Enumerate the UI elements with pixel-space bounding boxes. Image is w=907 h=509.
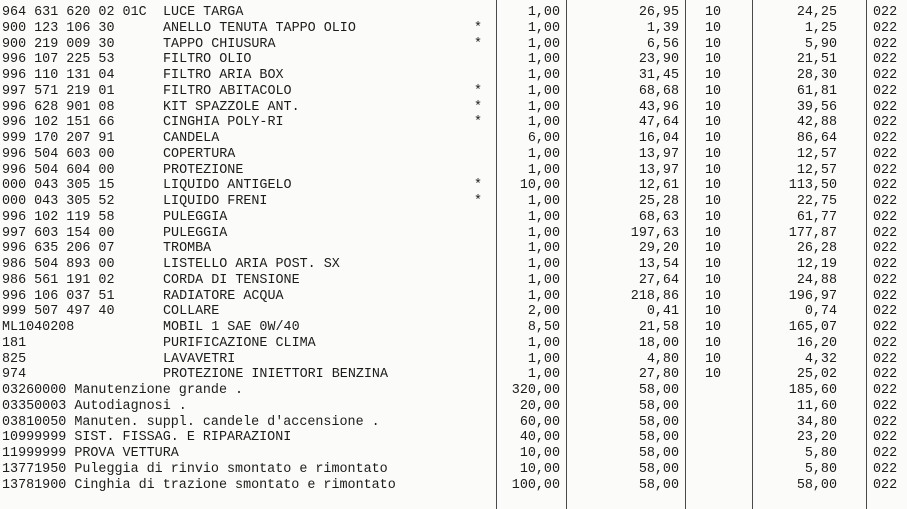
item-code: 974	[2, 367, 27, 383]
item-code: 000 043 305 15	[2, 178, 115, 194]
item-description: TAPPO CHIUSURA	[163, 36, 276, 52]
item-discount: 10	[705, 241, 722, 257]
item-unit-price: 68,63	[638, 209, 679, 225]
item-quantity: 1,00	[527, 146, 560, 162]
item-quantity: 40,00	[519, 430, 560, 446]
item-code: 986 561 191 02	[2, 272, 115, 288]
item-vat-code: 022	[873, 178, 898, 194]
item-description: FILTRO ARIA BOX	[163, 68, 284, 83]
table-row	[0, 336, 907, 352]
item-description: ANELLO TENUTA TAPPO OLIO	[163, 20, 356, 36]
item-discount: 10	[705, 162, 722, 178]
item-total: 16,20	[796, 335, 837, 351]
item-code: 986 504 893 00	[2, 257, 115, 272]
item-description: 10999999 SIST. FISSAG. E RIPARAZIONI	[2, 430, 292, 446]
item-discount: 10	[705, 131, 722, 146]
item-quantity: 1,00	[527, 5, 560, 20]
table-row	[0, 131, 907, 147]
item-unit-price: 58,00	[638, 461, 679, 477]
item-unit-price: 23,90	[638, 52, 679, 68]
item-vat-code: 022	[873, 351, 898, 367]
item-quantity: 1,00	[527, 162, 560, 178]
item-quantity: 1,00	[527, 83, 560, 99]
item-unit-price: 26,95	[638, 5, 679, 20]
table-row	[0, 226, 907, 242]
item-total: 196,97	[788, 288, 837, 304]
item-total: 61,77	[796, 209, 837, 225]
item-quantity: 10,00	[519, 178, 560, 194]
item-total: 5,80	[804, 461, 837, 477]
item-description: LAVAVETRI	[163, 351, 236, 367]
item-vat-code: 022	[873, 209, 898, 225]
item-total: 42,88	[796, 115, 837, 131]
item-description: PULEGGIA	[163, 209, 228, 225]
item-discount: 10	[705, 335, 722, 351]
item-description: CORDA DI TENSIONE	[163, 272, 300, 288]
item-vat-code: 022	[873, 115, 898, 131]
item-unit-price: 0,41	[646, 304, 679, 320]
item-unit-price: 16,04	[638, 131, 679, 146]
item-description: MOBIL 1 SAE 0W/40	[163, 320, 300, 335]
item-vat-code: 022	[873, 477, 898, 493]
item-quantity: 1,00	[527, 225, 560, 241]
item-code: 996 102 151 66	[2, 115, 115, 131]
table-row	[0, 462, 907, 478]
item-discount: 10	[705, 272, 722, 288]
item-total: 39,56	[796, 99, 837, 115]
item-code: 999 170 207 91	[2, 131, 115, 146]
item-unit-price: 218,86	[630, 288, 679, 304]
item-unit-price: 6,56	[646, 36, 679, 52]
item-unit-price: 31,45	[638, 68, 679, 83]
item-description: 13781900 Cinghia di trazione smontato e rimontato	[2, 477, 396, 493]
item-description: PULEGGIA	[163, 225, 228, 241]
item-total: 177,87	[788, 225, 837, 241]
item-total: 58,00	[796, 477, 837, 493]
item-total: 0,74	[804, 304, 837, 320]
item-vat-code: 022	[873, 68, 898, 83]
item-discount: 10	[705, 36, 722, 52]
item-quantity: 1,00	[527, 272, 560, 288]
item-description: 13771950 Puleggia di rinvio smontato e rimontato	[2, 461, 388, 477]
item-total: 1,25	[804, 20, 837, 36]
item-discount: 10	[705, 304, 722, 320]
table-row	[0, 320, 907, 336]
item-vat-code: 022	[873, 241, 898, 257]
table-row	[0, 5, 907, 21]
item-description: PROTEZIONE INIETTORI BENZINA	[163, 367, 388, 383]
item-code: 000 043 305 52	[2, 194, 115, 209]
item-discount: 10	[705, 351, 722, 367]
item-unit-price: 12,61	[638, 178, 679, 194]
item-total: 5,90	[804, 36, 837, 52]
item-total: 61,81	[796, 83, 837, 99]
item-quantity: 20,00	[519, 398, 560, 414]
table-row	[0, 68, 907, 84]
item-vat-code: 022	[873, 257, 898, 272]
item-unit-price: 1,39	[646, 20, 679, 36]
item-description: PROTEZIONE	[163, 162, 244, 178]
table-row	[0, 257, 907, 273]
item-quantity: 1,00	[527, 288, 560, 304]
item-vat-code: 022	[873, 36, 898, 52]
item-total: 23,20	[796, 430, 837, 446]
item-discount: 10	[705, 209, 722, 225]
item-vat-code: 022	[873, 414, 898, 430]
item-code: 996 110 131 04	[2, 68, 115, 83]
item-vat-code: 022	[873, 304, 898, 320]
item-unit-price: 13,97	[638, 162, 679, 178]
item-description: LUCE TARGA	[163, 5, 244, 20]
item-description: 03810050 Manuten. suppl. candele d'accensione .	[2, 414, 380, 430]
item-flag: *	[474, 115, 483, 131]
table-row	[0, 52, 907, 68]
item-unit-price: 197,63	[630, 225, 679, 241]
item-description: COLLARE	[163, 304, 220, 320]
table-row	[0, 194, 907, 210]
item-total: 12,57	[796, 162, 837, 178]
item-description: CINGHIA POLY-RI	[163, 115, 284, 131]
item-vat-code: 022	[873, 162, 898, 178]
table-row	[0, 430, 907, 446]
item-quantity: 1,00	[527, 335, 560, 351]
item-vat-code: 022	[873, 272, 898, 288]
item-description: LISTELLO ARIA POST. SX	[163, 257, 340, 272]
item-discount: 10	[705, 83, 722, 99]
item-quantity: 320,00	[511, 383, 560, 398]
item-vat-code: 022	[873, 320, 898, 335]
item-discount: 10	[705, 5, 722, 20]
table-row	[0, 352, 907, 368]
item-discount: 10	[705, 115, 722, 131]
item-total: 24,25	[796, 5, 837, 20]
item-quantity: 6,00	[527, 131, 560, 146]
item-vat-code: 022	[873, 194, 898, 209]
item-unit-price: 29,20	[638, 241, 679, 257]
item-quantity: 1,00	[527, 194, 560, 209]
item-description: KIT SPAZZOLE ANT.	[163, 99, 300, 115]
item-code: 996 504 604 00	[2, 162, 115, 178]
item-description: 11999999 PROVA VETTURA	[2, 446, 179, 461]
item-total: 113,50	[788, 178, 837, 194]
item-vat-code: 022	[873, 52, 898, 68]
item-flag: *	[474, 36, 483, 52]
item-code: 996 107 225 53	[2, 52, 115, 68]
item-discount: 10	[705, 99, 722, 115]
item-unit-price: 21,58	[638, 320, 679, 335]
item-vat-code: 022	[873, 146, 898, 162]
item-discount: 10	[705, 178, 722, 194]
item-flag: *	[474, 83, 483, 99]
item-unit-price: 25,28	[638, 194, 679, 209]
item-unit-price: 27,80	[638, 367, 679, 383]
item-vat-code: 022	[873, 225, 898, 241]
table-row	[0, 446, 907, 462]
item-vat-code: 022	[873, 131, 898, 146]
item-total: 25,02	[796, 367, 837, 383]
item-code: 996 102 119 58	[2, 209, 115, 225]
item-quantity: 1,00	[527, 257, 560, 272]
table-row	[0, 115, 907, 131]
table-row	[0, 100, 907, 116]
item-vat-code: 022	[873, 20, 898, 36]
item-code: 997 603 154 00	[2, 225, 115, 241]
item-discount: 10	[705, 320, 722, 335]
item-description: PURIFICAZIONE CLIMA	[163, 335, 316, 351]
table-row	[0, 415, 907, 431]
item-code: 996 106 037 51	[2, 288, 115, 304]
item-vat-code: 022	[873, 383, 898, 398]
item-total: 26,28	[796, 241, 837, 257]
item-unit-price: 18,00	[638, 335, 679, 351]
item-unit-price: 58,00	[638, 430, 679, 446]
table-row	[0, 304, 907, 320]
table-row	[0, 399, 907, 415]
table-row	[0, 210, 907, 226]
item-discount: 10	[705, 288, 722, 304]
item-flag: *	[474, 178, 483, 194]
item-description: CANDELA	[163, 131, 220, 146]
table-row	[0, 147, 907, 163]
item-total: 28,30	[796, 68, 837, 83]
item-quantity: 2,00	[527, 304, 560, 320]
item-discount: 10	[705, 257, 722, 272]
item-discount: 10	[705, 52, 722, 68]
item-code: 825	[2, 351, 27, 367]
item-total: 11,60	[796, 398, 837, 414]
item-quantity: 10,00	[519, 446, 560, 461]
item-discount: 10	[705, 194, 722, 209]
item-quantity: 1,00	[527, 209, 560, 225]
item-quantity: 60,00	[519, 414, 560, 430]
item-unit-price: 58,00	[638, 414, 679, 430]
item-vat-code: 022	[873, 446, 898, 461]
item-quantity: 1,00	[527, 52, 560, 68]
item-unit-price: 13,97	[638, 146, 679, 162]
item-code: 997 571 219 01	[2, 83, 115, 99]
item-total: 12,57	[796, 146, 837, 162]
item-vat-code: 022	[873, 461, 898, 477]
item-quantity: 1,00	[527, 68, 560, 83]
item-description: LIQUIDO ANTIGELO	[163, 178, 292, 194]
item-description: TROMBA	[163, 241, 212, 257]
item-total: 12,19	[796, 257, 837, 272]
item-flag: *	[474, 20, 483, 36]
item-total: 21,51	[796, 52, 837, 68]
item-discount: 10	[705, 225, 722, 241]
item-vat-code: 022	[873, 367, 898, 383]
item-vat-code: 022	[873, 99, 898, 115]
item-quantity: 8,50	[527, 320, 560, 335]
item-unit-price: 47,64	[638, 115, 679, 131]
item-total: 24,88	[796, 272, 837, 288]
item-total: 4,32	[804, 351, 837, 367]
item-quantity: 1,00	[527, 36, 560, 52]
item-unit-price: 58,00	[638, 398, 679, 414]
item-unit-price: 68,68	[638, 83, 679, 99]
item-total: 185,60	[788, 383, 837, 398]
item-discount: 10	[705, 20, 722, 36]
item-description: COPERTURA	[163, 146, 236, 162]
item-vat-code: 022	[873, 398, 898, 414]
item-unit-price: 58,00	[638, 446, 679, 461]
item-code: 964 631 620 02 01C	[2, 5, 147, 20]
item-flag: *	[474, 194, 483, 209]
table-row	[0, 84, 907, 100]
item-unit-price: 43,96	[638, 99, 679, 115]
item-quantity: 1,00	[527, 241, 560, 257]
item-code: 999 507 497 40	[2, 304, 115, 320]
item-description: LIQUIDO FRENI	[163, 194, 268, 209]
item-quantity: 1,00	[527, 20, 560, 36]
item-discount: 10	[705, 68, 722, 83]
item-code: 900 123 106 30	[2, 20, 115, 36]
table-row	[0, 273, 907, 289]
item-description: FILTRO OLIO	[163, 52, 252, 68]
item-unit-price: 58,00	[638, 383, 679, 398]
item-unit-price: 27,64	[638, 272, 679, 288]
item-total: 86,64	[796, 131, 837, 146]
item-quantity: 1,00	[527, 367, 560, 383]
table-row	[0, 367, 907, 383]
item-code: 900 219 009 30	[2, 36, 115, 52]
table-row	[0, 289, 907, 305]
table-row	[0, 478, 907, 494]
item-vat-code: 022	[873, 335, 898, 351]
item-total: 34,80	[796, 414, 837, 430]
item-quantity: 10,00	[519, 461, 560, 477]
item-description: 03350003 Autodiagnosi .	[2, 398, 187, 414]
item-vat-code: 022	[873, 5, 898, 20]
item-quantity: 1,00	[527, 351, 560, 367]
item-discount: 10	[705, 146, 722, 162]
item-unit-price: 4,80	[646, 351, 679, 367]
table-row	[0, 178, 907, 194]
item-quantity: 1,00	[527, 115, 560, 131]
item-description: FILTRO ABITACOLO	[163, 83, 292, 99]
item-flag: *	[474, 99, 483, 115]
item-vat-code: 022	[873, 288, 898, 304]
item-total: 5,80	[804, 446, 837, 461]
item-discount: 10	[705, 367, 722, 383]
item-code: 996 504 603 00	[2, 146, 115, 162]
item-quantity: 100,00	[511, 477, 560, 493]
table-row	[0, 37, 907, 53]
item-code: 996 628 901 08	[2, 99, 115, 115]
item-unit-price: 13,54	[638, 257, 679, 272]
table-row	[0, 383, 907, 399]
table-row	[0, 163, 907, 179]
table-row	[0, 241, 907, 257]
item-description: 03260000 Manutenzione grande .	[2, 383, 244, 398]
item-quantity: 1,00	[527, 99, 560, 115]
item-vat-code: 022	[873, 430, 898, 446]
item-vat-code: 022	[873, 83, 898, 99]
table-row	[0, 21, 907, 37]
item-code: 181	[2, 335, 27, 351]
item-code: ML1040208	[2, 320, 75, 335]
item-total: 165,07	[788, 320, 837, 335]
item-total: 22,75	[796, 194, 837, 209]
item-code: 996 635 206 07	[2, 241, 115, 257]
item-description: RADIATORE ACQUA	[163, 288, 284, 304]
item-unit-price: 58,00	[638, 477, 679, 493]
